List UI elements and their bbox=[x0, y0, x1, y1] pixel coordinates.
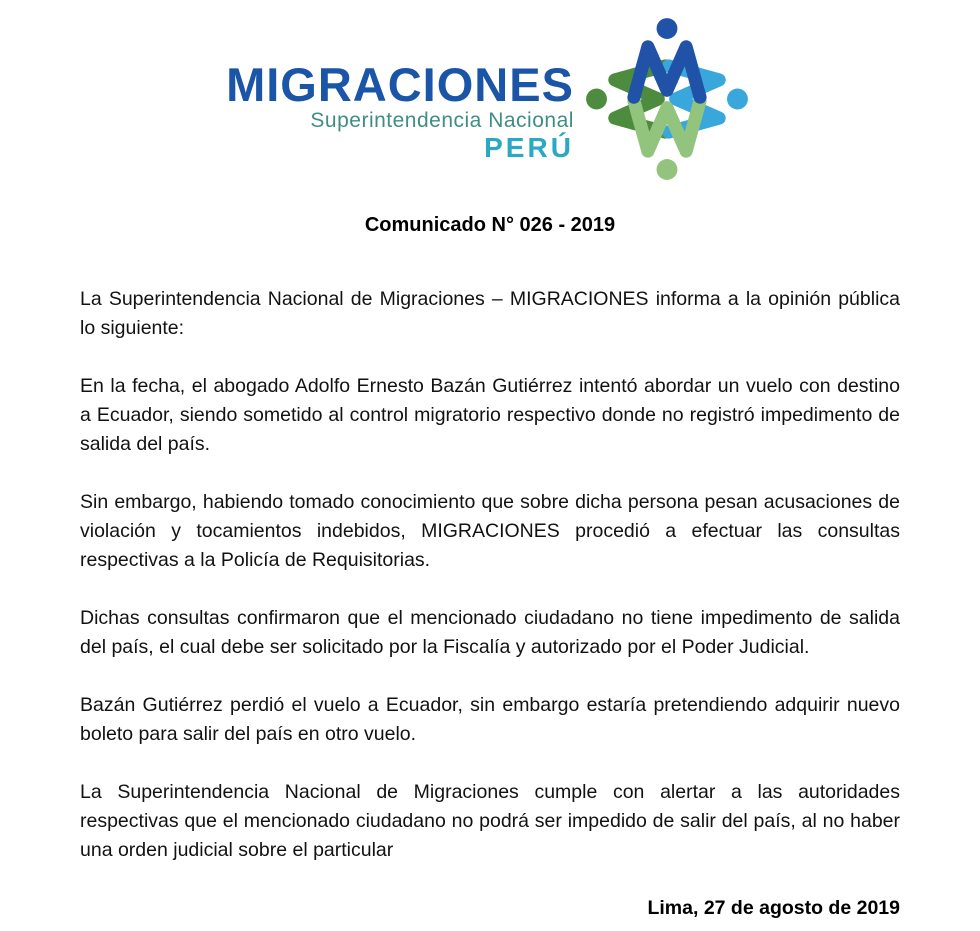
person-bottom-figure bbox=[634, 101, 700, 180]
document-body bbox=[80, 285, 900, 923]
person-top-figure bbox=[634, 18, 700, 97]
person-left-figure bbox=[586, 66, 665, 132]
paragraph-confirmacion: Dichas consultas confirmaron que el mencionado ciudadano no tiene impedimento de salida del país, el cual debe ser solicitado por la Fiscalía y autorizado por el Poder Judicial. bbox=[80, 607, 900, 658]
page-title: Comunicado N° 026 - 2019 bbox=[364, 214, 616, 236]
paragraph-intro: La Superintendencia Nacional de Migraciones – MIGRACIONES informa a la opinión pública lo siguiente: bbox=[80, 288, 900, 339]
logo-wordmark: MIGRACIONES bbox=[226, 57, 574, 111]
dateline: Lima, 27 de agosto de 2019 bbox=[647, 897, 900, 919]
paragraph-alerta: La Superintendencia Nacional de Migraciones cumple con alertar a las autoridades respectivas que el mencionado ciudadano no podrá ser impedido de salir del país, al no haber una orden judicial sobre el particular bbox=[80, 781, 900, 861]
logo-country: PERÚ bbox=[484, 131, 574, 163]
migraciones-people-cross-icon bbox=[580, 12, 754, 186]
logo-header bbox=[0, 0, 980, 188]
person-right-figure bbox=[669, 66, 748, 132]
paragraph-incident: En la fecha, el abogado Adolfo Ernesto Bazán Gutiérrez intentó abordar un vuelo con destino a Ecuador, siendo sometido al control migratorio respectivo donde no registró impedimento de salida del país. bbox=[80, 375, 900, 455]
paragraph-consultas: Sin embargo, habiendo tomado conocimiento que sobre dicha persona pesan acusaciones de violación y tocamientos indebidos, MIGRACIONES procedió a efectuar las consultas respectivas a la Policía de Requisitorias. bbox=[80, 491, 900, 571]
logo-subtitle: Superintendencia Nacional bbox=[310, 108, 574, 132]
logo-text-block bbox=[226, 35, 574, 164]
paragraph-vuelo-perdido: Bazán Gutiérrez perdió el vuelo a Ecuador, sin embargo estaría pretendiendo adquirir nuevo boleto para salir del país en otro vuelo. bbox=[80, 694, 900, 745]
